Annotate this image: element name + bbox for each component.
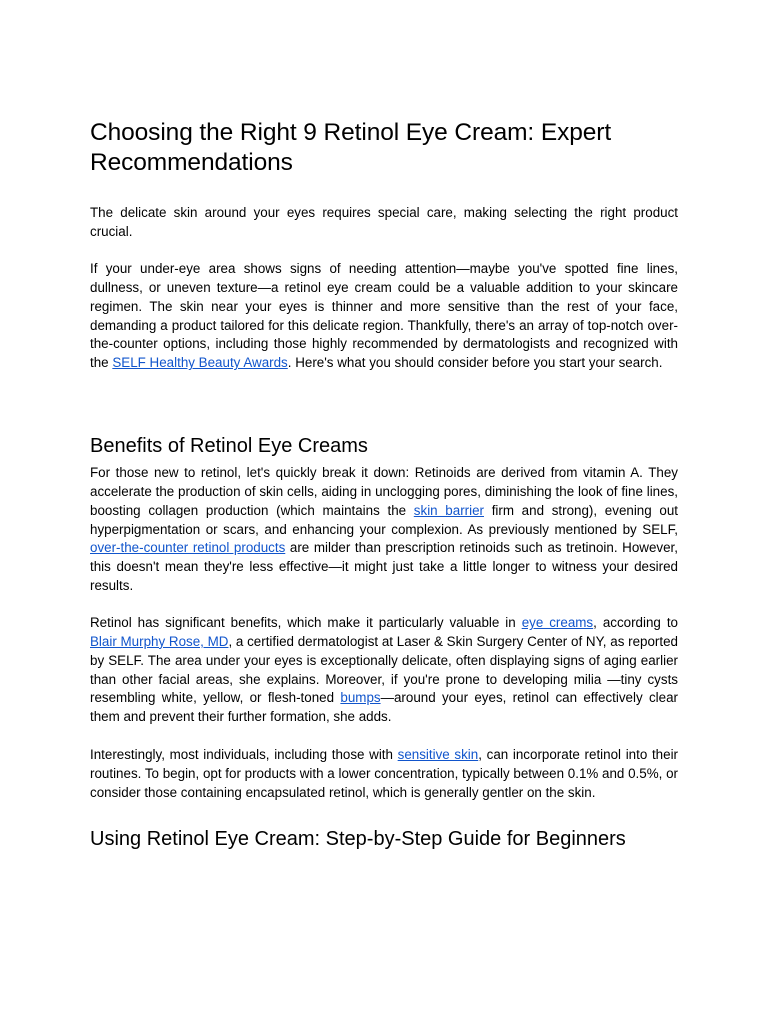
benefits-p1-text-c: are milder than prescription retinoids such as tretinoin. However, this doesn't mean they're less effective—it might just take a little longer to witness your desired results. bbox=[90, 540, 678, 594]
otc-retinol-products-link[interactable]: over-the-counter retinol products bbox=[90, 540, 286, 556]
benefits-paragraph-2 bbox=[90, 614, 678, 727]
page-title: Choosing the Right 9 Retinol Eye Cream: Expert Recommendations bbox=[90, 119, 612, 176]
sensitive-skin-link[interactable]: sensitive skin bbox=[397, 747, 479, 762]
benefits-heading: Benefits of Retinol Eye Creams bbox=[90, 435, 368, 457]
usage-heading: Using Retinol Eye Cream: Step-by-Step Guide for Beginners bbox=[90, 828, 626, 850]
intro-p2-text-b: . Here's what you should consider before you start your search. bbox=[287, 355, 663, 371]
benefits-p2-text-b: , according to bbox=[593, 615, 678, 630]
benefits-p3-text-a: Interestingly, most individuals, including those with bbox=[90, 747, 398, 762]
benefits-p2-text-d: —around your eyes, retinol can effectively clear them and prevent their further formation, she adds. bbox=[90, 690, 678, 725]
intro-paragraph-1 bbox=[90, 204, 678, 242]
benefits-p2-text-c: , a certified dermatologist at Laser & Skin Surgery Center of NY, as reported by SELF. The area under your eyes is exceptionally delicate, often displaying signs of aging earlier than other facial areas, she explains. Moreover, if you're prone to developing milia —tiny cysts resembling white, yellow, or flesh-toned bbox=[90, 633, 679, 706]
self-healthy-beauty-awards-link[interactable]: SELF Healthy Beauty Awards bbox=[112, 355, 288, 371]
bumps-link[interactable]: bumps bbox=[340, 690, 381, 706]
intro-paragraph-2 bbox=[90, 260, 678, 373]
benefits-p3-text-b: , can incorporate retinol into their routines. To begin, opt for products with a lower concentration, typically between 0.1% and 0.5%, or consider those containing encapsulated retinol, which is generally gentler on the skin. bbox=[90, 747, 679, 800]
skin-barrier-link[interactable]: skin barrier bbox=[413, 502, 484, 518]
intro-p2-text-a: If your under-eye area shows signs of needing attention—maybe you've spotted fine lines, dullness, or uneven texture—a retinol eye cream could be a valuable addition to your skincare regimen. The skin near your eyes is thinner and more sensitive than the rest of your face, demanding a product tailored for this delicate region. Thankfully, there's an array of top-notch over-the-counter options, including those highly recommended by dermatologists and recognized with the bbox=[90, 261, 678, 371]
benefits-p2-text-a: Retinol has significant benefits, which make it particularly valuable in bbox=[90, 615, 522, 630]
blair-murphy-rose-link[interactable]: Blair Murphy Rose, MD bbox=[90, 633, 229, 649]
benefits-p1-text-a: For those new to retinol, let's quickly break it down: Retinoids are derived from vitamin A. They accelerate the production of skin cells, aiding in unclogging pores, diminishing the look of fine lines, boosting collagen production (which maintains the bbox=[90, 465, 678, 518]
benefits-paragraph-3 bbox=[90, 746, 678, 803]
eye-creams-link[interactable]: eye creams bbox=[521, 615, 594, 630]
benefits-paragraph-1 bbox=[90, 464, 678, 596]
intro-p1-text: The delicate skin around your eyes requires special care, making selecting the right product crucial. bbox=[90, 205, 678, 239]
benefits-p1-text-b: firm and strong), evening out hyperpigmentation or scars, and enhancing your complexion. As previously mentioned by SELF, bbox=[90, 502, 679, 537]
